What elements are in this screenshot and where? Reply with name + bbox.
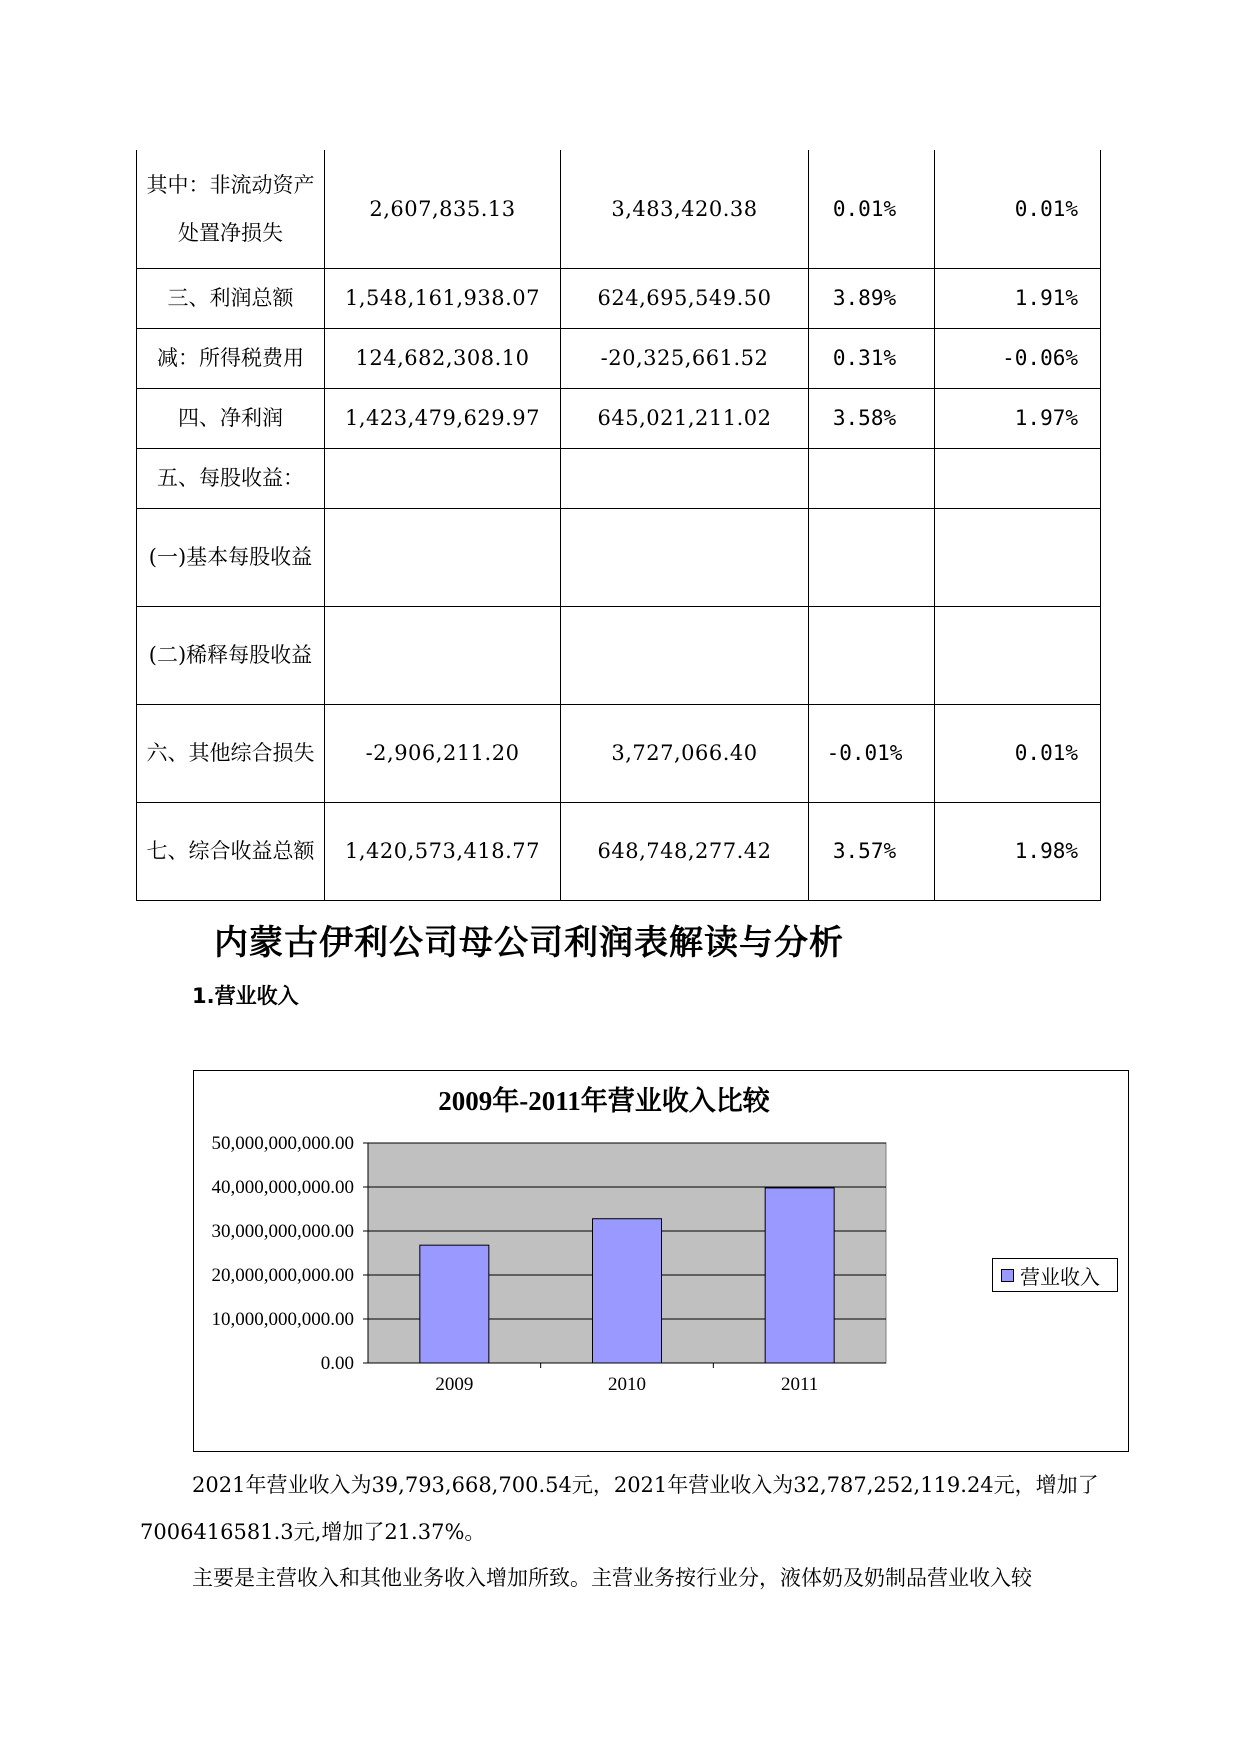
income-statement-table — [136, 150, 1101, 901]
previous-period-percent: 1.91% — [935, 268, 1101, 328]
current-period-percent: 0.01% — [809, 150, 935, 268]
previous-period-value — [561, 606, 809, 704]
previous-period-percent — [935, 606, 1101, 704]
chart-legend — [992, 1258, 1118, 1292]
previous-period-percent: 0.01% — [935, 150, 1101, 268]
previous-period-value: 3,727,066.40 — [561, 704, 809, 802]
table-row — [137, 448, 1101, 508]
table-row — [137, 508, 1101, 606]
chart-title: 2009年-2011年营业收入比较 — [438, 1086, 770, 1116]
row-label: 六、其他综合损失 — [137, 704, 325, 802]
current-period-percent: 3.58% — [809, 388, 935, 448]
legend-swatch — [1001, 1269, 1014, 1282]
current-period-value: -2,906,211.20 — [325, 704, 561, 802]
current-period-value — [325, 606, 561, 704]
row-label: 减：所得税费用 — [137, 328, 325, 388]
current-period-percent — [809, 448, 935, 508]
previous-period-value — [561, 508, 809, 606]
current-period-percent — [809, 606, 935, 704]
y-tick-label: 40,000,000,000.00 — [211, 1177, 354, 1198]
table-row — [137, 150, 1101, 268]
x-tick-label: 2009 — [435, 1374, 474, 1395]
current-period-percent: -0.01% — [809, 704, 935, 802]
table-row — [137, 802, 1101, 900]
row-label: (二)稀释每股收益 — [137, 606, 325, 704]
table-row — [137, 268, 1101, 328]
previous-period-percent — [935, 448, 1101, 508]
bar-2011 — [765, 1188, 834, 1363]
bar-2009 — [420, 1245, 489, 1363]
row-label: 三、利润总额 — [137, 268, 325, 328]
current-period-value — [325, 448, 561, 508]
chart-canvas — [194, 1071, 1128, 1451]
legend-label: 营业收入 — [1020, 1264, 1100, 1289]
bar-2010 — [593, 1219, 662, 1363]
row-label: (一)基本每股收益 — [137, 508, 325, 606]
revenue-chart — [193, 1070, 1129, 1452]
previous-period-percent: 0.01% — [935, 704, 1101, 802]
previous-period-value: 624,695,549.50 — [561, 268, 809, 328]
current-period-value: 1,420,573,418.77 — [325, 802, 561, 900]
previous-period-value: 648,748,277.42 — [561, 802, 809, 900]
previous-period-value — [561, 448, 809, 508]
y-tick-label: 10,000,000,000.00 — [211, 1309, 354, 1330]
current-period-percent: 0.31% — [809, 328, 935, 388]
y-tick-label: 0.00 — [320, 1353, 354, 1374]
table-row — [137, 704, 1101, 802]
x-tick-label: 2010 — [608, 1374, 646, 1395]
section-heading: 1.营业收入 — [192, 984, 299, 1008]
current-period-value: 124,682,308.10 — [325, 328, 561, 388]
current-period-percent: 3.57% — [809, 802, 935, 900]
paragraph-revenue-change: 2021年营业收入为39,793,668,700.54元，2021年营业收入为32,787,252,119.24元，增加了7006416581.3元,增加了21.37%。 — [140, 1473, 1099, 1544]
table-row — [137, 328, 1101, 388]
table-row — [137, 388, 1101, 448]
y-tick-label: 30,000,000,000.00 — [211, 1221, 354, 1242]
y-tick-label: 20,000,000,000.00 — [211, 1265, 354, 1286]
previous-period-percent: -0.06% — [935, 328, 1101, 388]
y-tick-label: 50,000,000,000.00 — [211, 1133, 354, 1154]
previous-period-value: -20,325,661.52 — [561, 328, 809, 388]
row-label: 七、综合收益总额 — [137, 802, 325, 900]
current-period-value: 2,607,835.13 — [325, 150, 561, 268]
paragraph-revenue-reason: 主要是主营收入和其他业务收入增加所致。主营业务按行业分，液体奶及奶制品营业收入较 — [192, 1566, 1032, 1590]
previous-period-percent — [935, 508, 1101, 606]
previous-period-percent: 1.98% — [935, 802, 1101, 900]
previous-period-value: 645,021,211.02 — [561, 388, 809, 448]
current-period-percent: 3.89% — [809, 268, 935, 328]
page-title: 内蒙古伊利公司母公司利润表解读与分析 — [214, 923, 844, 963]
current-period-percent — [809, 508, 935, 606]
current-period-value — [325, 508, 561, 606]
previous-period-percent: 1.97% — [935, 388, 1101, 448]
table-row — [137, 606, 1101, 704]
previous-period-value: 3,483,420.38 — [561, 150, 809, 268]
row-label: 五、每股收益： — [137, 448, 325, 508]
current-period-value: 1,548,161,938.07 — [325, 268, 561, 328]
x-tick-label: 2011 — [781, 1374, 819, 1395]
row-label: 四、净利润 — [137, 388, 325, 448]
row-label: 其中：非流动资产处置净损失 — [137, 150, 325, 268]
current-period-value: 1,423,479,629.97 — [325, 388, 561, 448]
